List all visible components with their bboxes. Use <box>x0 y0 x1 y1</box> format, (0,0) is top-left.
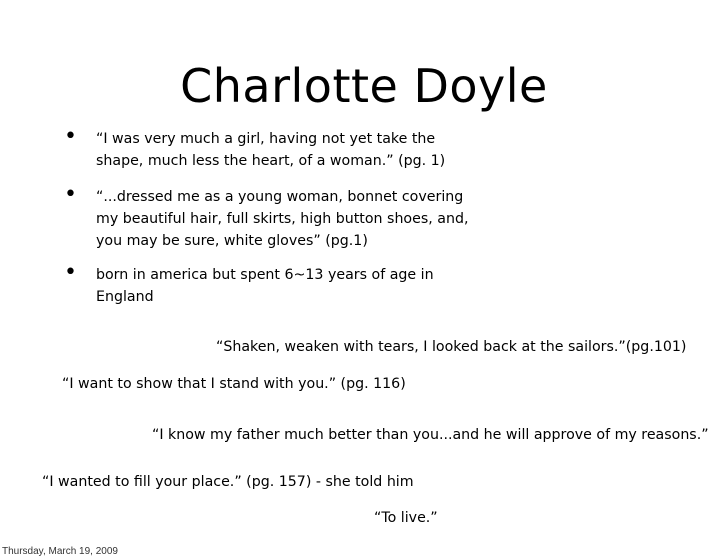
bullet-text: “...dressed me as a young woman, bonnet covering my beautiful hair, full skirts, high button shoes, and, you may be sure, white gloves” (pg.1) <box>96 189 469 249</box>
quote-text: “I want to show that I stand with you.” (pg. 116) <box>62 376 406 392</box>
quote-text: “Shaken, weaken with tears, I looked back at the sailors.”(pg.101) <box>216 339 687 355</box>
bullet-dot: • <box>64 124 77 149</box>
bullet-dot: • <box>64 260 77 285</box>
bullet-text: “I was very much a girl, having not yet take the shape, much less the heart, of a woman.” (pg. 1) <box>96 131 446 169</box>
quote-text: “I wanted to fill your place.” (pg. 157) - she told him <box>42 474 414 490</box>
quote-text: “To live.” <box>374 510 438 526</box>
slide-title: Charlotte Doyle <box>180 59 548 113</box>
bullet-dot: • <box>64 182 77 207</box>
footer-date: Thursday, March 19, 2009 <box>2 546 118 557</box>
quote-text: “I know my father much better than you...and he will approve of my reasons.” <box>152 427 709 443</box>
bullet-text: born in america but spent 6~13 years of age in England <box>96 267 434 305</box>
